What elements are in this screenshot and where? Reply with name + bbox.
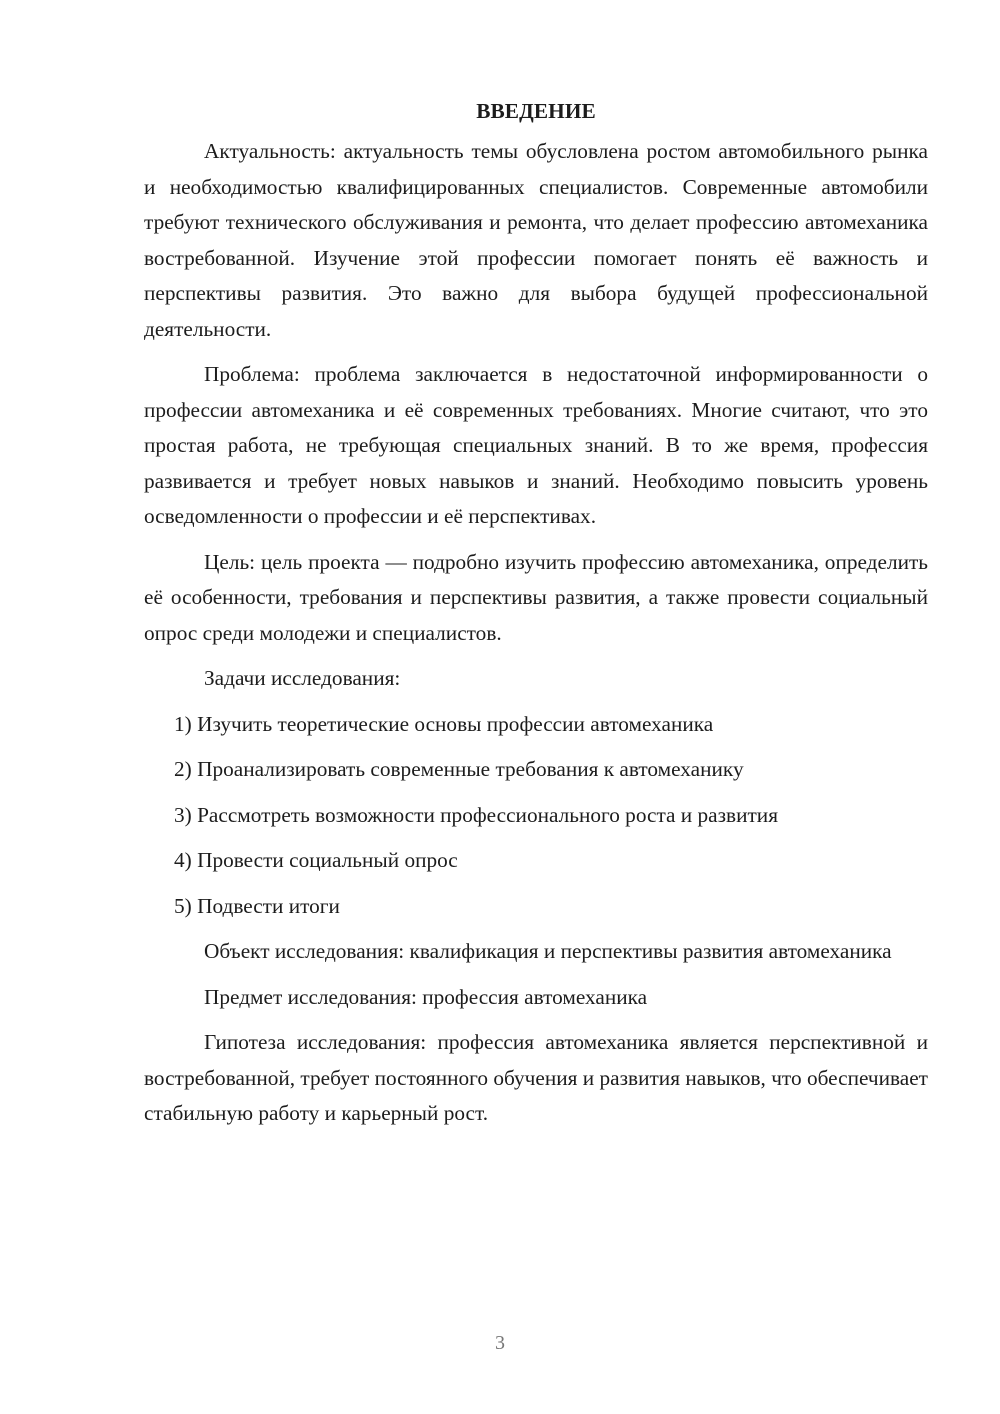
page-content bbox=[144, 92, 928, 1132]
paragraph-subject: Предмет исследования: профессия автомеханика bbox=[204, 984, 648, 1009]
page-title: ВВЕДЕНИЕ bbox=[476, 99, 596, 123]
list-item: 3) Рассмотреть возможности профессионального роста и развития bbox=[174, 802, 778, 827]
tasks-list bbox=[144, 707, 928, 925]
paragraph-relevance: Актуальность: актуальность темы обусловлена ростом автомобильного рынка и необходимостью квалифицированных специалистов. Современные автомобили требуют технического обслуживания и ремонта, что делает профессию автомеханика востребованной. Изучение этой профессии помогает понять её важность и перспективы развития. Это важно для выбора будущей профессиональной деятельности. bbox=[144, 139, 928, 341]
paragraph-object: Объект исследования: квалификация и перспективы развития автомеханика bbox=[204, 939, 892, 963]
list-item: 1) Изучить теоретические основы профессии автомеханика bbox=[174, 711, 714, 736]
list-item: 4) Провести социальный опрос bbox=[174, 848, 458, 872]
paragraph-goal: Цель: цель проекта — подробно изучить профессию автомеханика, определить её особенности, требования и перспективы развития, а также провести социальный опрос среди молодежи и специалистов. bbox=[144, 549, 928, 645]
tasks-heading: Задачи исследования: bbox=[204, 666, 401, 690]
paragraph-problem: Проблема: проблема заключается в недостаточной информированности о профессии автомеханика и её современных требованиях. Многие считают, что это простая работа, не требующая специальных знаний. В то же время, профессия развивается и требует новых навыков и знаний. Необходимо повысить уровень осведомленности о профессии и её перспективах. bbox=[144, 362, 928, 528]
list-item: 5) Подвести итоги bbox=[174, 893, 340, 918]
page-number: 3 bbox=[495, 1332, 505, 1354]
list-item: 2) Проанализировать современные требования к автомеханику bbox=[174, 757, 744, 781]
paragraph-hypothesis: Гипотеза исследования: профессия автомеханика является перспективной и востребованной, требует постоянного обучения и развития навыков, что обеспечивает стабильную работу и карьерный рост. bbox=[144, 1030, 928, 1125]
